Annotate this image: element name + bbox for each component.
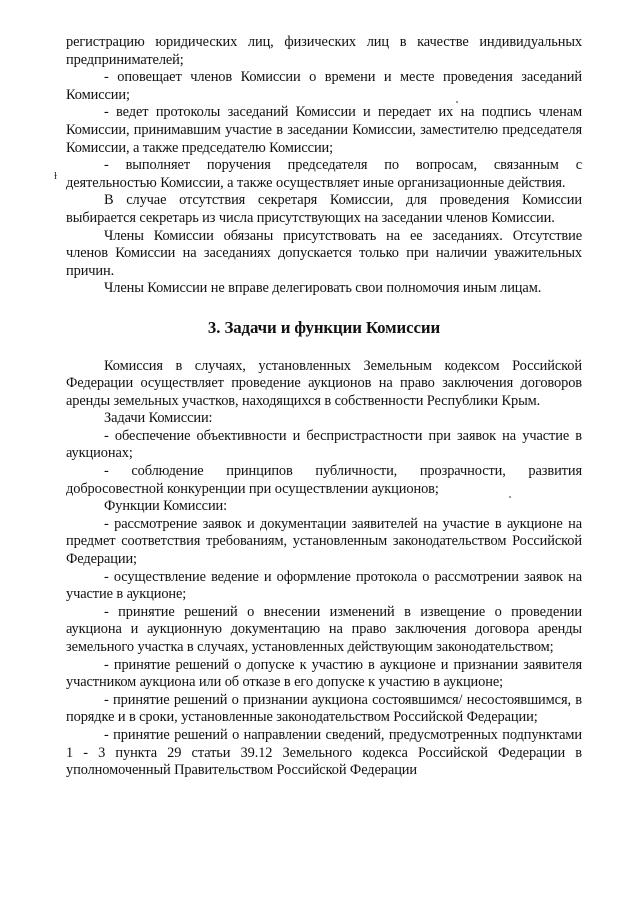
paragraph-function-review: - рассмотрение заявок и документации заявителей на участие в аукционе на предмет соответствия требованиям, установленным законодательством Российской Федерации; <box>66 515 582 568</box>
paragraph-keeps-minutes: - ведет протоколы заседаний Комиссии и передает их на подпись членам Комиссии, принимавшим участие в заседании Комиссии, заместителю председателя Комиссии, а также председателю Комиссии; <box>66 104 582 156</box>
document-page <box>66 34 582 780</box>
paragraph-function-amendments: - принятие решений о внесении изменений в извещение о проведении аукциона и аукционную документацию на право заключения договора аренды земельного участка в случаях, установленных действующим законодательством; <box>66 603 582 655</box>
paragraph-delegation: Члены Комиссии не вправе делегировать свои полномочия иным лицам. <box>104 280 542 297</box>
section-title: 3. Задачи и функции Комиссии <box>207 317 441 337</box>
paragraph-function-validity: - принятие решений о признании аукциона состоявшимся/ несостоявшимся, в порядке и в сроки, установленные законодательством Российской Федерации; <box>66 691 582 726</box>
paragraph-function-protocol: - осуществление ведение и оформление протокола о рассмотрении заявок на участие в аукционе; <box>66 568 582 603</box>
paragraph-notify-members: - оповещает членов Комиссии о времени и месте проведения заседаний Комиссии; <box>66 69 582 103</box>
paragraph-secretary-absence: В случае отсутствия секретаря Комиссии, для проведения Комиссии выбирается секретарь из числа присутствующих на заседании членов Комиссии. <box>66 192 582 226</box>
paragraph-functions-label: Функции Комиссии: <box>104 498 228 515</box>
paragraph-executes-instructions: - выполняет поручения председателя по вопросам, связанным с деятельностью Комиссии, а также осуществляет иные организационные действия. <box>66 157 582 191</box>
paragraph-registration-tail: регистрацию юридических лиц, физических лиц в качестве индивидуальных предпринимателей; <box>66 34 582 68</box>
margin-mark: ɫ <box>54 170 58 182</box>
paragraph-commission-auctions: Комиссия в случаях, установленных Земельным кодексом Российской Федерации осуществляет проведение аукционов на право заключения договоров аренды земельных участков, находящихся в собственности Республики Крым. <box>66 357 582 409</box>
paragraph-function-information: - принятие решений о направлении сведений, предусмотренных подпунктами 1 - 3 пункта 29 статьи 39.12 Земельного кодекса Российской Федерации в уполномоченный Правительством Российской Федерации <box>66 726 582 779</box>
paragraph-attendance: Члены Комиссии обязаны присутствовать на ее заседаниях. Отсутствие членов Комиссии на заседаниях допускается только при наличии уважительных причин. <box>66 227 582 279</box>
paragraph-task-principles: - соблюдение принципов публичности, прозрачности, развития добросовестной конкуренции при осуществлении аукционов; <box>66 463 582 497</box>
paragraph-task-objectivity: - обеспечение объективности и беспристрастности при заявок на участие в аукционах; <box>66 427 582 462</box>
paragraph-tasks-label: Задачи Комиссии: <box>104 410 213 427</box>
paragraph-function-admission: - принятие решений о допуске к участию в аукционе и признании заявителя участником аукциона или об отказе в его допуске к участию в аукционе; <box>66 656 582 691</box>
